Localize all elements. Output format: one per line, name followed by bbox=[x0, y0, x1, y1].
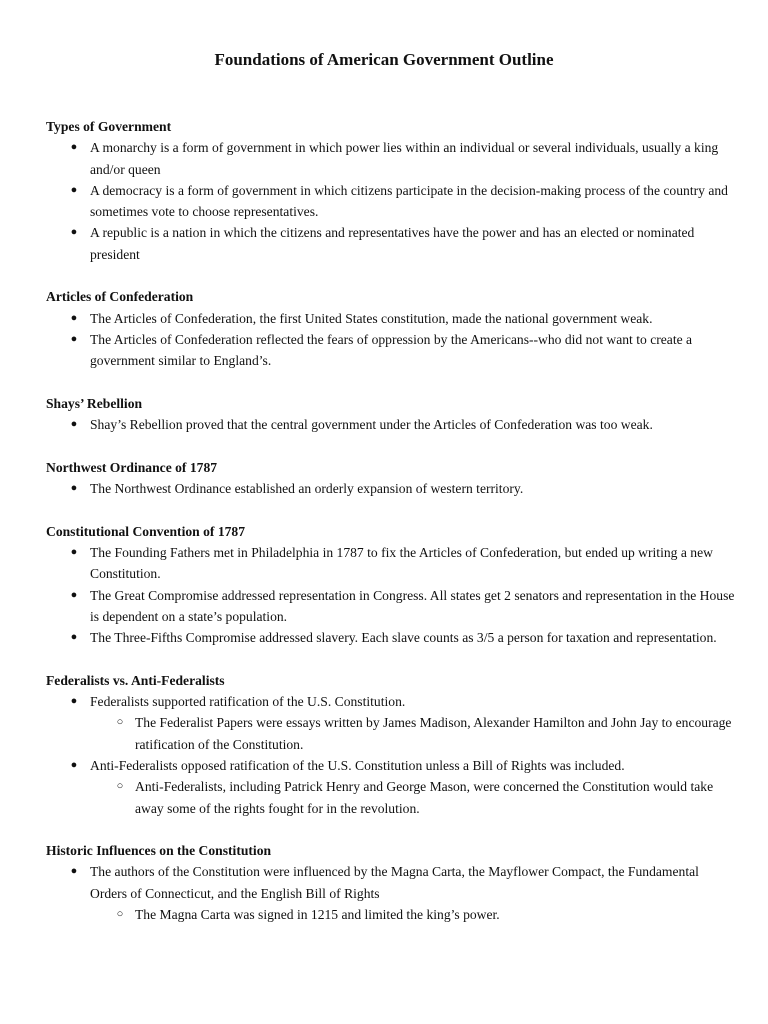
section-heading: Northwest Ordinance of 1787 bbox=[46, 459, 218, 475]
sub-bullet-list bbox=[90, 776, 736, 819]
section-heading: Historic Influences on the Constitution bbox=[46, 843, 272, 859]
list-item-text: Anti-Federalists opposed ratification of the U.S. Constitution unless a Bill of Rights was included. bbox=[90, 757, 625, 773]
section-articles-of-confederation bbox=[46, 286, 736, 371]
bullet-icon: ● bbox=[70, 482, 78, 495]
bullet-icon: ● bbox=[70, 631, 78, 644]
section-shays-rebellion bbox=[46, 393, 736, 436]
list-item-text: A monarchy is a form of government in which power lies within an individual or several individuals, usually a king and/or queen bbox=[90, 140, 719, 177]
list-item-text: The Great Compromise addressed representation in Congress. All states get 2 senators and representation in the House is dependent on a state’s population. bbox=[90, 587, 735, 624]
section-heading: Articles of Confederation bbox=[46, 289, 194, 305]
bullet-list bbox=[46, 691, 736, 819]
bullet-icon: ● bbox=[70, 226, 78, 239]
section-heading: Types of Government bbox=[46, 119, 172, 134]
list-item-text: A democracy is a form of government in which citizens participate in the decision-making process of the country and sometimes vote to choose representatives. bbox=[90, 182, 728, 220]
hollow-bullet-icon: ○ bbox=[116, 780, 124, 793]
list-item-text: A republic is a nation in which the citizens and representatives have the power and has an elected or nominated president bbox=[90, 225, 695, 262]
outline-content bbox=[46, 116, 736, 947]
sub-list-item-text: The Federalist Papers were essays written by James Madison, Alexander Hamilton and John Jay to encourage ratification of the Constitution. bbox=[135, 715, 732, 752]
section-types-of-government bbox=[46, 116, 736, 265]
bullet-icon: ● bbox=[70, 183, 78, 196]
section-historic-influences bbox=[46, 840, 736, 925]
list-item bbox=[70, 137, 736, 180]
list-item bbox=[70, 542, 736, 585]
sub-list-item bbox=[116, 904, 736, 925]
list-item-text: The Articles of Confederation, the first United States constitution, made the national government weak. bbox=[90, 310, 653, 326]
bullet-icon: ● bbox=[70, 545, 78, 558]
page-title: Foundations of American Government Outline bbox=[214, 50, 554, 69]
section-constitutional-convention bbox=[46, 521, 736, 649]
list-item-text: Federalists supported ratification of the U.S. Constitution. bbox=[90, 694, 406, 710]
sub-list-item bbox=[116, 776, 736, 819]
list-item bbox=[70, 180, 736, 223]
sub-bullet-list bbox=[90, 712, 736, 755]
list-item bbox=[70, 861, 736, 925]
bullet-list bbox=[46, 414, 736, 435]
bullet-list bbox=[46, 861, 736, 925]
section-heading: Constitutional Convention of 1787 bbox=[46, 523, 246, 539]
bullet-list bbox=[46, 478, 736, 499]
sub-list-item bbox=[116, 712, 736, 755]
bullet-icon: ● bbox=[70, 588, 78, 601]
bullet-icon: ● bbox=[70, 865, 78, 878]
bullet-icon: ● bbox=[70, 695, 78, 708]
bullet-list bbox=[46, 308, 736, 372]
list-item bbox=[70, 308, 736, 329]
hollow-bullet-icon: ○ bbox=[116, 907, 124, 920]
list-item-text: The authors of the Constitution were influenced by the Magna Carta, the Mayflower Compact, the Fundamental Orders of Connecticut, and the English Bill of Rights bbox=[90, 864, 699, 901]
bullet-icon: ● bbox=[70, 332, 78, 345]
section-northwest-ordinance bbox=[46, 457, 736, 500]
bullet-icon: ● bbox=[70, 311, 78, 324]
list-item bbox=[70, 755, 736, 819]
list-item-text: The Articles of Confederation reflected the fears of oppression by the Americans--who did not want to create a government similar to England’s. bbox=[90, 331, 693, 369]
section-federalists-vs-anti-federalists bbox=[46, 670, 736, 819]
bullet-icon: ● bbox=[70, 758, 78, 771]
list-item bbox=[70, 627, 736, 648]
sub-list-item-text: The Magna Carta was signed in 1215 and limited the king’s power. bbox=[135, 906, 500, 922]
list-item-text: The Northwest Ordinance established an orderly expansion of western territory. bbox=[90, 481, 524, 497]
list-item-text: The Founding Fathers met in Philadelphia in 1787 to fix the Articles of Confederation, but ended up writing a new Constitution. bbox=[90, 544, 713, 582]
bullet-icon: ● bbox=[70, 418, 78, 431]
section-heading: Federalists vs. Anti-Federalists bbox=[46, 672, 225, 688]
bullet-list bbox=[46, 137, 736, 265]
bullet-list bbox=[46, 542, 736, 648]
list-item bbox=[70, 329, 736, 372]
list-item bbox=[70, 691, 736, 755]
list-item-text: The Three-Fifths Compromise addressed slavery. Each slave counts as 3/5 a person for taxation and representation. bbox=[90, 630, 717, 646]
section-heading: Shays’ Rebellion bbox=[46, 395, 143, 411]
bullet-icon: ● bbox=[70, 141, 78, 154]
sub-list-item-text: Anti-Federalists, including Patrick Henry and George Mason, were concerned the Constitution would take away some of the rights fought for in the revolution. bbox=[135, 779, 714, 816]
hollow-bullet-icon: ○ bbox=[116, 716, 124, 729]
sub-bullet-list bbox=[90, 904, 736, 925]
list-item bbox=[70, 478, 736, 499]
list-item bbox=[70, 222, 736, 265]
list-item bbox=[70, 585, 736, 628]
list-item bbox=[70, 414, 736, 435]
list-item-text: Shay’s Rebellion proved that the central government under the Articles of Confederation was too weak. bbox=[90, 417, 653, 433]
